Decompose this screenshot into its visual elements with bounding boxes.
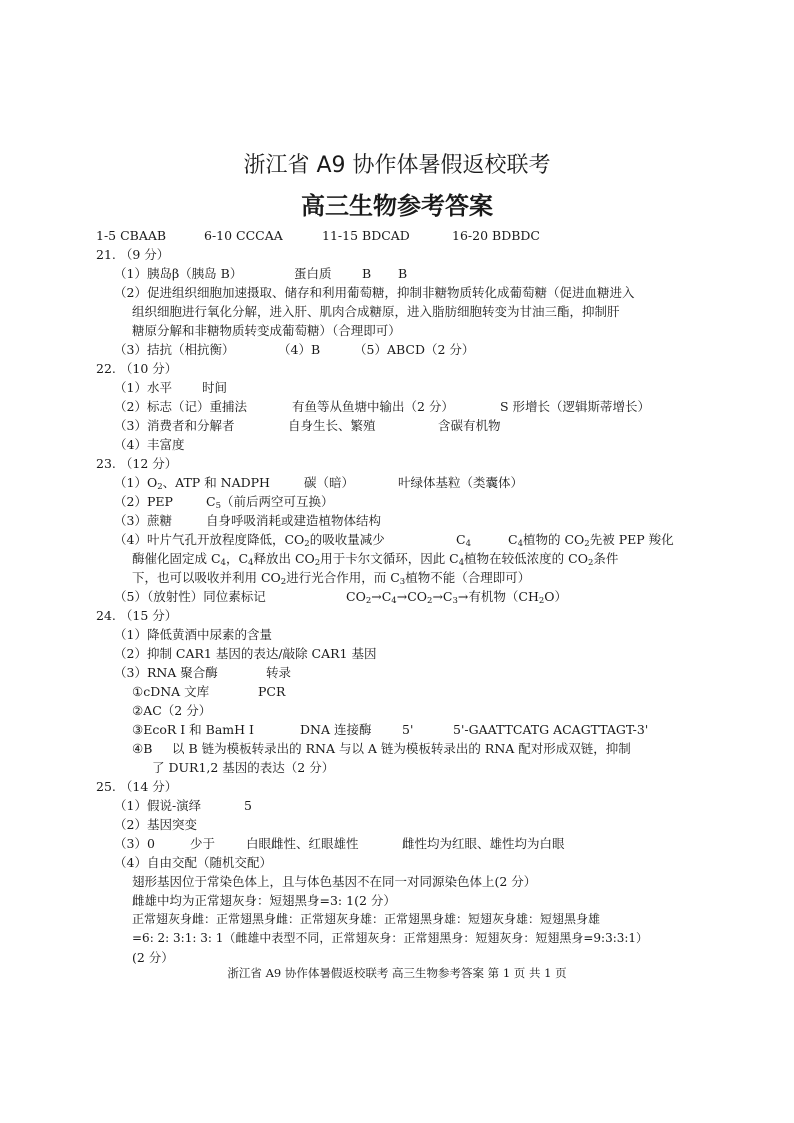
q24-answer-1: （1）降低黄酒中尿素的含量 [114,627,272,642]
question-21-header: 21. （9 分） [96,247,170,262]
q21-answer-2: （2）促进组织细胞加速摄取、储存和利用葡萄糖，抑制非糖物质转化成葡萄糖（促进血糖进入 [114,285,635,300]
question-24-header: 24. （15 分） [96,608,178,623]
exam-title: 浙江省 A9 协作体暑假返校联考 [243,153,551,178]
q24-sub-2: ②AC（2 分） [132,703,212,718]
choice-answers-row [96,226,696,245]
q23-answer-1: $(1)O_2$、ATP 和 NADPH 碳（暗） 叶绿体基粒（类囊体） [114,475,524,492]
q23-answer-4: （4）叶片气孔开放程度降低，$CO_2$的吸收量减少 $C_4$ $C_4$植物的 $CO_2$先被 PEP 羧化 [114,532,674,549]
q22-answer-4: （4）丰富度 [114,437,185,452]
q25-answer-1: （1）假说-演绎 5 [114,798,252,813]
q21-answer-1: （1）胰岛β（胰岛 B） 蛋白质 B B [114,266,408,281]
q25-explanation-2: 雌雄中均为正常翅灰身：短翅黑身=3: 1(2 分） [132,893,396,908]
answer-key-title: 高三生物参考答案 [301,192,493,220]
q24-sub-4: ④B 以 B 链为模板转录出的 RNA 与以 A 链为模板转录出的 RNA 配对形成双链，抑制 [132,741,631,756]
q23-answer-4-cont: 酶催化固定成 $C_4$，$C_4$释放出 $CO_2$用于卡尔文循环，因此 $C_4$植物在较低浓度的 $CO_2$条件 [132,551,619,568]
q25-explanation-4: =6: 2: 3:1: 3: 1（雌雄中表型不同，正常翅灰身：正常翅黑身：短翅灰身：短翅黑身=9:3:3:1） [132,931,649,945]
q21-answer-2-cont: 组织细胞进行氧化分解，进入肝、肌肉合成糖原，进入脂肪细胞转变为甘油三酯，抑制肝 [132,304,620,319]
q25-explanation-3: 正常翅灰身雌：正常翅黑身雌：正常翅灰身雄：正常翅黑身雄：短翅灰身雄：短翅黑身雄 [132,912,601,926]
q24-answer-2: （2）抑制 CAR1 基因的表达/敲除 CAR1 基因 [114,646,377,661]
q24-sub-1: ①cDNA 文库 PCR [132,684,286,699]
q24-answer-3: （3）RNA 聚合酶 转录 [114,665,292,680]
q25-answer-2: （2）基因突变 [114,817,197,832]
question-25-header: 25. （14 分） [96,779,178,794]
choice-group: 1-5 CBAAB [96,228,167,243]
choice-group: 6-10 CCCAA [204,228,283,243]
q22-answer-3: （3）消费者和分解者 自身生长、繁殖 含碳有机物 [114,418,501,433]
q25-explanation-1: 翅形基因位于常染色体上，且与体色基因不在同一对同源染色体上(2 分） [132,874,537,889]
q25-explanation-5: (2 分） [132,950,174,965]
q25-answer-4: （4）自由交配（随机交配） [114,855,272,870]
q24-sub-3: ③EcoR I 和 BamH I DNA 连接酶 5' 5'-GAATTCATG ACAGTTAGT-3' [132,722,649,737]
question-23-header: 23. （12 分） [96,456,178,471]
page-footer: 浙江省 A9 协作体暑假返校联考 高三生物参考答案 第 1 页 共 1 页 [227,966,567,980]
q25-answer-3: （3）0 少于 白眼雌性、红眼雄性 雌性均为红眼、雄性均为白眼 [114,836,565,851]
answer-content [96,226,696,967]
q24-sub-4-cont: 了 DUR1,2 基因的表达（2 分） [152,760,335,775]
choice-group: 16-20 BDBDC [452,228,540,243]
q23-answer-4-cont: 下，也可以吸收并利用 $CO_2$进行光合作用，而 $C_3$植物不能（合理即可） [132,570,531,587]
q23-answer-5: （5）（放射性）同位素标记 $CO_2\to C_4\to CO_2\to C_3\to$有机物$(CH_2O)$ [114,589,568,606]
choice-group: 11-15 BDCAD [322,228,410,243]
q22-answer-2: （2）标志（记）重捕法 有鱼等从鱼塘中输出（2 分） S 形增长（逻辑斯蒂增长） [114,399,651,414]
q21-answer-2-cont: 糖原分解和非糖物质转变成葡萄糖）（合理即可） [132,323,401,338]
q23-answer-2: （2）PEP $C_5$（前后两空可互换） [114,494,334,511]
q23-answer-3: （3）蔗糖 自身呼吸消耗或建造植物体结构 [114,513,382,528]
q21-answer-3-5: （3）拮抗（相抗衡） （4）B （5）ABCD（2 分） [114,342,475,357]
question-22-header: 22. （10 分） [96,361,178,376]
q22-answer-1: （1）水平 时间 [114,380,228,395]
